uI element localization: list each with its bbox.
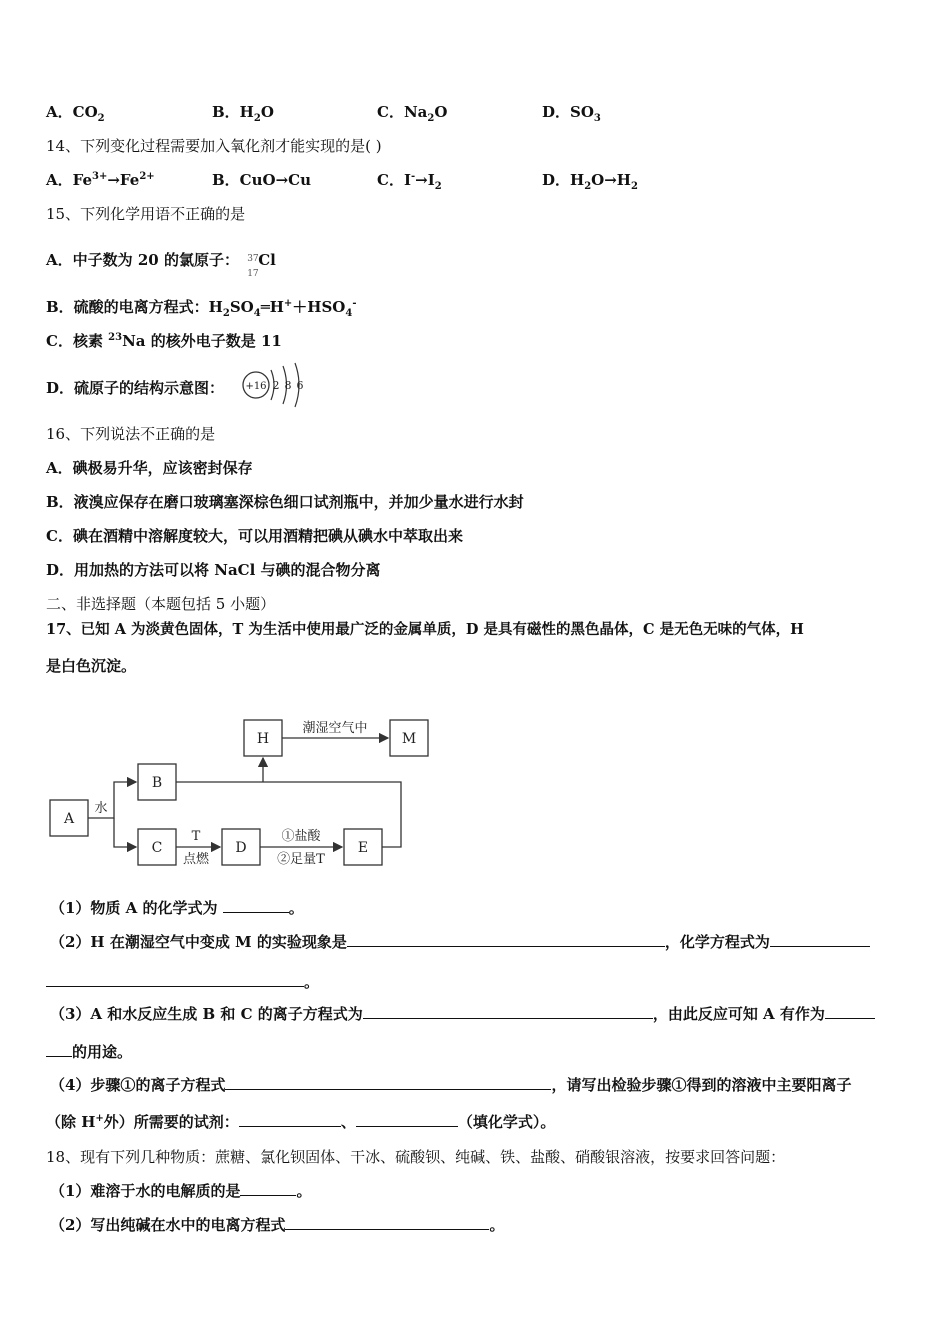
q14-option-b: B．CuO→Cu <box>212 171 312 189</box>
q17-part4-cont: （除 H+外）所需要的试剂： 、 （填化学式）。 <box>46 1113 556 1131</box>
q15-stem: 15、下列化学用语不正确的是 <box>46 205 246 223</box>
label-a: A <box>63 811 75 827</box>
q15-option-a: A．中子数为 20 的氯原子： 37 17 Cl <box>46 251 276 279</box>
label-step2: ②足量T <box>277 852 325 867</box>
section-heading: 二、非选择题（本题包括 5 小题） <box>46 595 276 613</box>
label-m: M <box>401 731 417 747</box>
shell-3-count: 6 <box>296 379 304 392</box>
q16-stem: 16、下列说法不正确的是 <box>46 425 216 443</box>
q14-option-a: A．$Fe^{3+}\to Fe^{2+}$ <box>46 171 155 189</box>
q17-stem-line1: 17、已知 A 为淡黄色固体，T 为生活中使用最广泛的金属单质，D 是具有磁性的黑色晶体，C 是无色无味的气体，H <box>46 621 804 638</box>
q14-option-c: C．$I^-\to I_2$ <box>377 171 442 192</box>
answer-blank[interactable] <box>240 1181 296 1196</box>
answer-blank[interactable] <box>825 1004 875 1019</box>
shell-2-count: 8 <box>284 379 292 392</box>
sulfur-atom-structure-diagram <box>238 360 310 410</box>
answer-blank[interactable] <box>285 1215 489 1230</box>
q17-part4: （4）步骤①的离子方程式 ，请写出检验步骤①得到的溶液中主要阳离子 <box>50 1076 852 1094</box>
label-h: H <box>256 731 270 747</box>
q15-option-b: B．硫酸的电离方程式：$H_2SO_4═H^++HSO_4^-$ <box>46 298 357 319</box>
q17-part2: （2）H 在潮湿空气中变成 M 的实验现象是 ，化学方程式为 <box>50 932 870 952</box>
q16-option-b: B．液溴应保存在磨口玻璃塞深棕色细口试剂瓶中，并加少量水进行水封 <box>46 493 524 511</box>
answer-blank[interactable] <box>363 1004 653 1019</box>
answer-blank[interactable] <box>239 1112 341 1127</box>
label-t: T <box>191 829 201 844</box>
answer-blank[interactable] <box>223 898 289 913</box>
shell-1-count: 2 <box>272 379 280 392</box>
label-humid-air: 潮湿空气中 <box>302 721 368 736</box>
q13-option-c: C．$Na_2O$ <box>377 103 448 124</box>
answer-blank[interactable] <box>347 932 665 947</box>
answer-blank[interactable] <box>356 1112 458 1127</box>
q16-option-a: A．碘极易升华，应该密封保存 <box>46 459 253 477</box>
q17-part2-cont: 。 <box>46 972 319 992</box>
q18-part2: （2）写出纯碱在水中的电离方程式 。 <box>50 1216 505 1234</box>
q14-option-d: D．$H_2O\to H_2$ <box>542 171 638 192</box>
answer-blank[interactable] <box>225 1075 551 1090</box>
arrow-a-to-c <box>114 818 136 847</box>
q15-option-d: D．硫原子的结构示意图： <box>46 379 225 397</box>
q17-part3-cont: 的用途。 <box>46 1042 132 1062</box>
q17-part1: （1）物质 A 的化学式为 。 <box>50 899 304 917</box>
answer-blank[interactable] <box>770 932 870 947</box>
answer-blank[interactable] <box>46 1042 72 1057</box>
q13-option-a: A．$CO_2$ <box>46 103 105 124</box>
q16-option-d: D．用加热的方法可以将 NaCl 与碘的混合物分离 <box>46 561 381 579</box>
label-d: D <box>235 840 247 856</box>
q13-option-b: B．$H_2O$ <box>212 103 274 124</box>
q18-stem: 18、现有下列几种物质：蔗糖、氯化钡固体、干冰、硫酸钡、纯碱、铁、盐酸、硝酸银溶液，按要求回答问题： <box>46 1148 786 1166</box>
answer-blank[interactable] <box>46 972 304 987</box>
q14-stem: 14、下列变化过程需要加入氧化剂才能实现的是( ) <box>46 137 382 155</box>
q17-stem-line2: 是白色沉淀。 <box>46 657 137 675</box>
label-step1: ①盐酸 <box>281 829 321 844</box>
q17-part3: （3）A 和水反应生成 B 和 C 的离子方程式为 ，由此反应可知 A 有作为 <box>50 1004 875 1024</box>
label-e: E <box>357 840 369 856</box>
label-b: B <box>151 775 163 791</box>
label-water: 水 <box>94 801 108 816</box>
nucleus-charge: +16 <box>245 381 267 392</box>
q15-option-c: C．核素 $^{23}$Na 的核外电子数是 11 <box>46 332 282 350</box>
q16-option-c: C．碘在酒精中溶解度较大，可以用酒精把碘从碘水中萃取出来 <box>46 527 463 545</box>
q18-part1: （1）难溶于水的电解质的是 。 <box>50 1182 312 1200</box>
q13-option-d: D．$SO_3$ <box>542 103 601 124</box>
label-ignite: 点燃 <box>182 852 210 867</box>
label-c: C <box>151 840 163 856</box>
reaction-flow-diagram <box>46 708 446 872</box>
